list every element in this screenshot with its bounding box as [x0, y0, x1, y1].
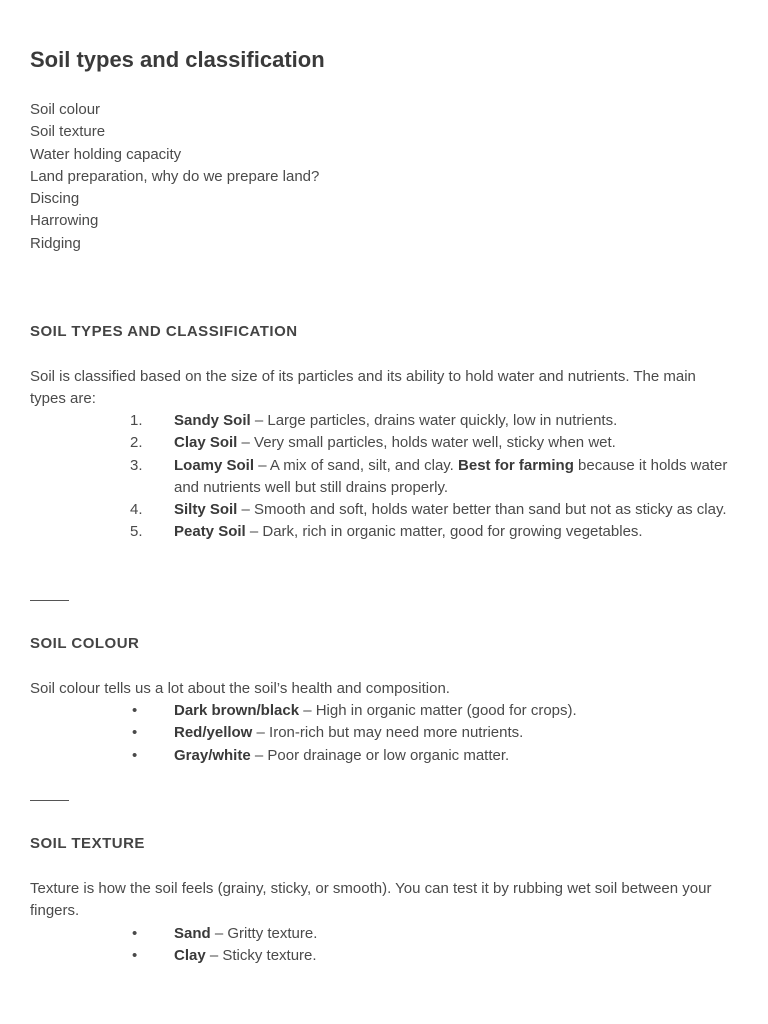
list-text: – Large particles, drains water quickly, low in nutrients. — [250, 412, 618, 429]
bullet-icon: • — [132, 947, 138, 965]
bullet-icon: • — [132, 702, 138, 719]
table-of-contents — [30, 99, 319, 255]
list-item — [30, 499, 730, 521]
list-item — [30, 455, 730, 500]
list-term: Clay — [174, 947, 206, 965]
list-term: Sandy Soil — [174, 412, 251, 429]
list-text: – Poor drainage or low organic matter. — [250, 746, 510, 764]
list-text: – Sticky texture. — [205, 947, 317, 965]
list-text: – Smooth and soft, holds water better than sand but not as sticky as clay. — [237, 501, 727, 519]
toc-item[interactable]: Land preparation, why do we prepare land? — [30, 167, 320, 185]
list-item — [30, 745, 730, 767]
list-text: – Very small particles, holds water well, sticky when wet. — [237, 434, 616, 452]
list-text: – Iron-rich but may need more nutrients. — [252, 724, 524, 742]
list-term: Sand — [174, 925, 211, 942]
toc-item[interactable]: Soil colour — [30, 101, 101, 118]
soil-types-list — [30, 410, 730, 544]
list-marker: 1. — [130, 412, 143, 429]
list-item — [30, 945, 730, 967]
toc-item[interactable]: Harrowing — [30, 212, 99, 230]
list-item — [30, 521, 730, 543]
toc-item[interactable]: Soil texture — [30, 123, 106, 141]
section-heading-soil-colour: SOIL COLOUR — [30, 635, 140, 652]
list-text: because it holds water and nutrients well but still drains properly. — [174, 456, 728, 496]
list-term: Dark brown/black — [174, 702, 300, 719]
soil-texture-list — [30, 923, 730, 968]
toc-item[interactable]: Ridging — [30, 234, 81, 252]
bullet-icon: • — [132, 724, 138, 742]
toc-item[interactable]: Discing — [30, 190, 80, 208]
section-heading-soil-texture: SOIL TEXTURE — [30, 835, 145, 852]
list-text: – A mix of sand, silt, and clay. — [254, 456, 459, 474]
list-text: – High in organic matter (good for crops). — [299, 702, 577, 719]
list-term: Silty Soil — [174, 501, 238, 519]
section-heading-soil-types: SOIL TYPES AND CLASSIFICATION — [30, 323, 298, 340]
list-term: Red/yellow — [174, 724, 253, 742]
list-marker: 4. — [130, 501, 143, 519]
section-intro: Texture is how the soil feels (grainy, sticky, or smooth). You can test it by rubbing wet soil between your fingers. — [30, 880, 712, 920]
list-item — [30, 923, 730, 945]
list-item — [30, 432, 730, 454]
list-item — [30, 410, 730, 432]
list-text: – Gritty texture. — [210, 925, 318, 942]
list-marker: 2. — [130, 434, 143, 452]
section-divider — [30, 800, 69, 801]
list-term: Gray/white — [174, 746, 251, 764]
list-marker: 3. — [130, 456, 143, 474]
toc-item[interactable]: Water holding capacity — [30, 145, 182, 163]
bullet-icon: • — [132, 925, 138, 942]
soil-colour-list — [30, 700, 730, 767]
list-item — [30, 722, 730, 744]
bullet-icon: • — [132, 746, 138, 764]
section-intro: Soil is classified based on the size of its particles and its ability to hold water and nutrients. The main types are: — [30, 368, 696, 408]
section-intro: Soil colour tells us a lot about the soil’s health and composition. — [30, 680, 450, 697]
list-term-emphasis: Best for farming — [458, 456, 574, 474]
section-divider — [30, 600, 69, 601]
list-term: Clay Soil — [174, 434, 238, 452]
page-title: Soil types and classification — [30, 47, 325, 72]
list-text: – Dark, rich in organic matter, good for growing vegetables. — [245, 523, 643, 541]
list-marker: 5. — [130, 523, 143, 541]
list-term: Loamy Soil — [174, 456, 255, 474]
list-term: Peaty Soil — [174, 523, 246, 541]
list-item — [30, 700, 730, 722]
